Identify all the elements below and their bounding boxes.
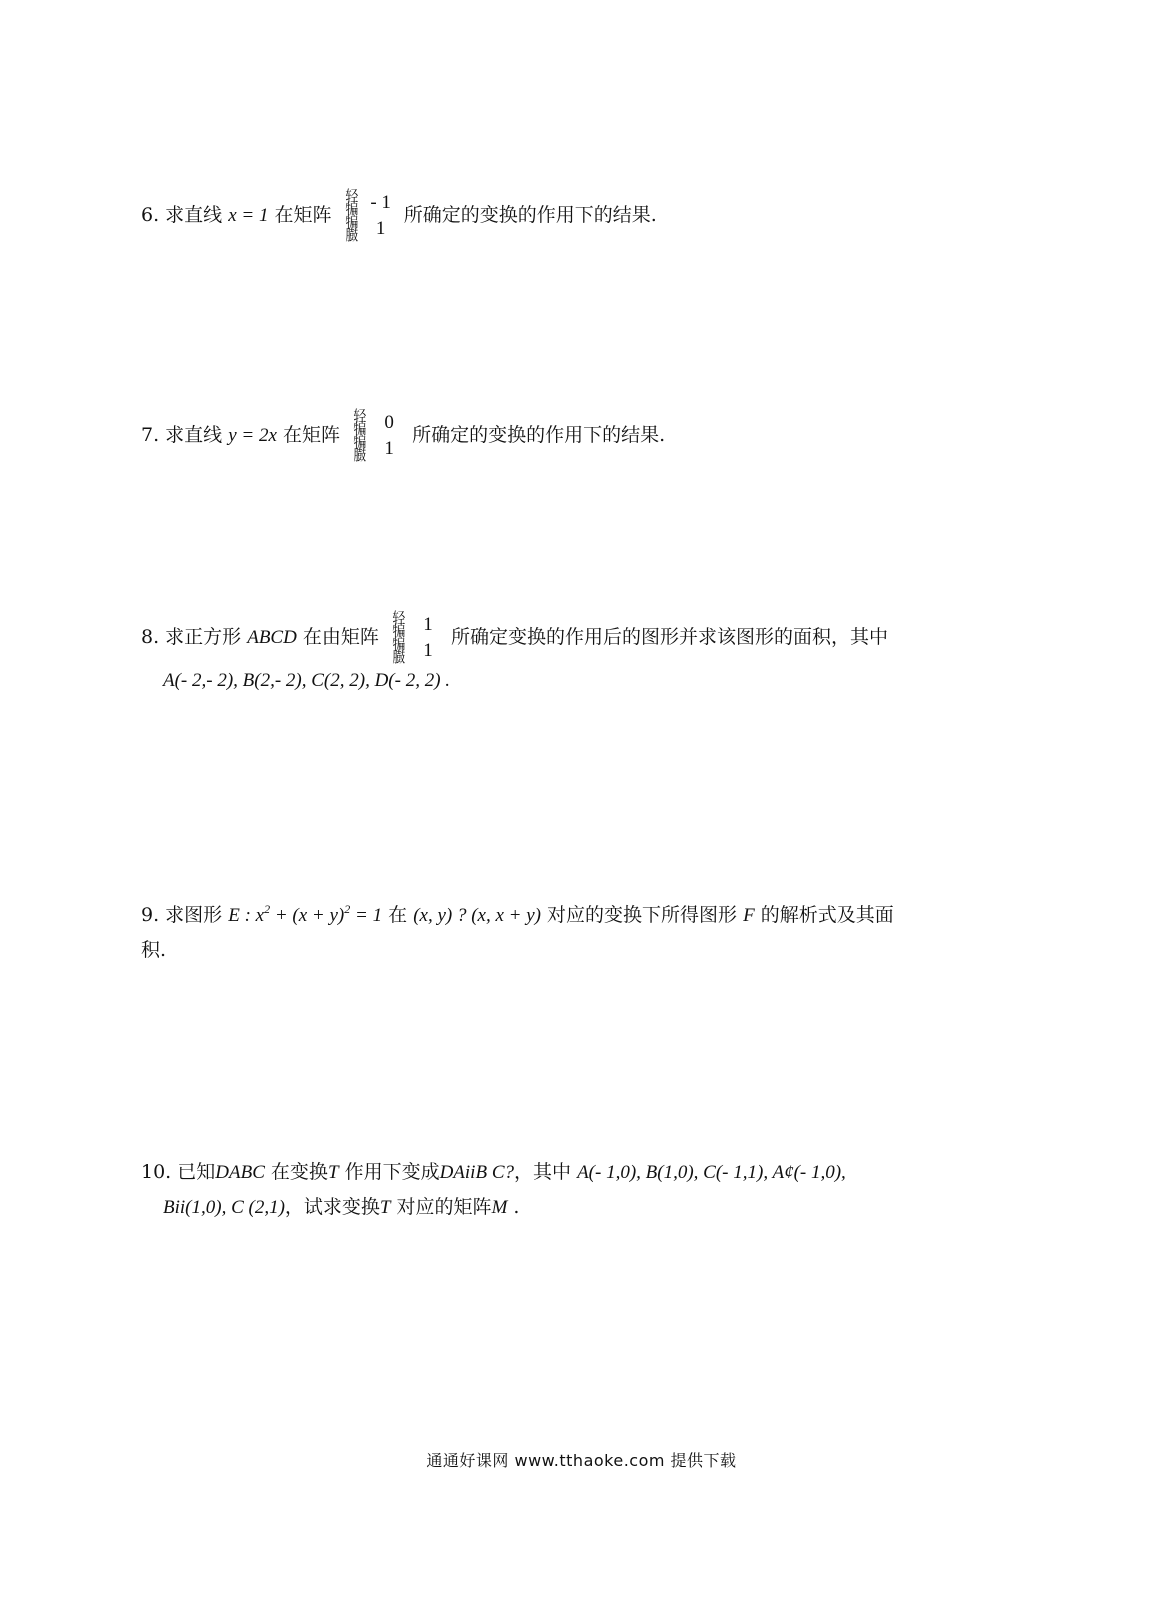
problem-10-triangle: DABC: [215, 1162, 265, 1183]
problem-8-tail: 所确定变换的作用后的图形并求该图形的面积，其中: [451, 626, 889, 648]
problem-10-points-2: Bii(1,0), C (2,1): [163, 1197, 285, 1218]
problem-7: [141, 407, 666, 464]
matrix-cell: 1: [423, 640, 433, 661]
matrix-cell: 0: [384, 412, 394, 433]
problem-10-line-2: [141, 1190, 846, 1225]
problem-10-transform: T: [327, 1162, 339, 1183]
problem-6-tail: 所确定的变换的作用下的结果.: [403, 204, 657, 226]
problem-9-mid: 在: [388, 904, 408, 926]
problem-10-ask-2: 对应的矩阵: [396, 1196, 492, 1218]
problem-8-coordinates: A(- 2,- 2), B(2,- 2), C(2, 2), D(- 2, 2) .: [163, 670, 451, 691]
problem-7-equation: y = 2x: [228, 425, 277, 446]
problem-10-ask: ，试求变换: [284, 1196, 380, 1218]
problem-9-tail: 对应的变换下所得图形: [547, 904, 738, 926]
matrix-bracket-glyphs: 轻 犏 犏 臌: [392, 609, 404, 666]
problem-8: [141, 609, 889, 698]
problem-8-shape-name: ABCD: [247, 627, 297, 648]
matrix-cell: 1: [384, 438, 394, 459]
problem-10-mid: 在变换: [270, 1161, 328, 1183]
problem-7-tail: 所确定的变换的作用下的结果.: [412, 424, 666, 446]
matrix-bracket-glyphs: 轻 犏 犏 臌: [345, 187, 357, 244]
problem-10-mid-2: 作用下变成: [344, 1161, 440, 1183]
problem-10-end: .: [507, 1196, 520, 1218]
problem-7-matrix: [348, 407, 402, 464]
problem-10-image-triangle: DAiiB C?: [439, 1162, 514, 1183]
problem-10-points: A(- 1,0), B(1,0), C(- 1,1), A¢(- 1,0),: [577, 1162, 846, 1183]
matrix-cell: 1: [375, 218, 386, 239]
problem-8-matrix: [387, 609, 441, 666]
problem-9-mapping: (x, y) ? (x, x + y): [413, 905, 541, 926]
problem-10-line-1: [141, 1155, 846, 1190]
matrix-bracket-glyphs: 轻 犏 犏 臌: [353, 407, 365, 464]
problem-8-mid: 在由矩阵: [302, 626, 379, 648]
problem-9-figure-name: F: [743, 905, 755, 926]
matrix-column: [368, 190, 394, 242]
problem-8-lead: 8. 求正方形: [141, 626, 242, 648]
problem-9-line-2: 积.: [141, 939, 167, 961]
problem-9: [141, 898, 894, 967]
problem-7-mid: 在矩阵: [282, 424, 340, 446]
problem-6: [141, 187, 657, 244]
page-footer: 通通好课网 www.tthaoke.com 提供下载: [426, 1451, 737, 1470]
problem-9-exponent: 2: [344, 902, 351, 916]
problem-9-tail-2: 的解析式及其面: [760, 904, 894, 926]
problem-9-exponent: 2: [264, 902, 271, 916]
problem-9-eq-part-b: + (x + y): [270, 905, 345, 926]
problem-9-lead: 9. 求图形: [141, 904, 223, 926]
problem-10: [141, 1155, 846, 1225]
problem-7-lead: 7. 求直线: [141, 424, 223, 446]
problem-10-matrix-name: M: [491, 1197, 508, 1218]
matrix-column: [415, 612, 441, 664]
problem-6-matrix: [340, 187, 394, 244]
matrix-column: [376, 410, 402, 462]
matrix-cell: - 1: [370, 192, 391, 213]
problem-8-line-1: [141, 609, 889, 666]
matrix-cell: 1: [423, 614, 433, 635]
problem-9-eq-part-a: E : x: [228, 905, 265, 926]
problem-6-equation: x = 1: [228, 205, 269, 226]
problem-10-transform-2: T: [379, 1197, 391, 1218]
problem-10-tail: ，其中: [514, 1161, 572, 1183]
problem-9-eq-part-c: = 1: [350, 905, 383, 926]
problem-9-line-1: [141, 898, 894, 933]
problem-6-lead: 6. 求直线: [141, 204, 223, 226]
problem-10-lead: 10. 已知: [141, 1161, 216, 1183]
problem-6-mid: 在矩阵: [274, 204, 332, 226]
